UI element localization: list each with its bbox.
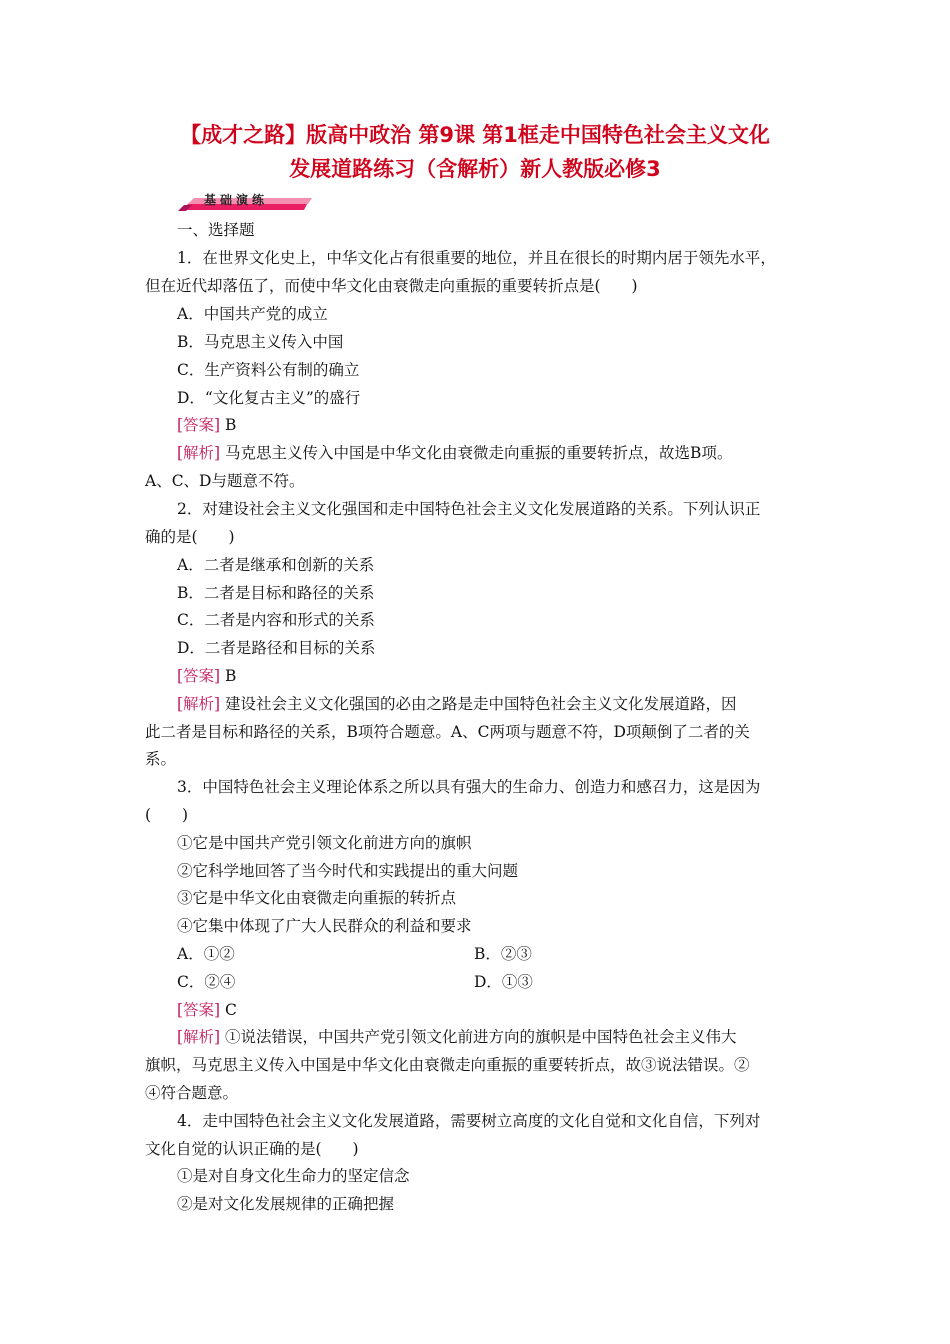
q3-analysis-line-3: ④符合题意。: [145, 1084, 239, 1102]
q3-analysis-line-2: 旗帜，马克思主义传入中国是中华文化由衰微走向重振的重要转折点，故③说法错误。②: [145, 1056, 750, 1074]
section-banner: [178, 190, 313, 212]
q1-analysis-line-1: [177, 439, 813, 467]
q2-analysis-line-2: 此二者是目标和路径的关系，B项符合题意。A、C两项与题意不符，D项颠倒了二者的关: [145, 723, 750, 741]
analysis-text: ①说法错误，中国共产党引领文化前进方向的旗帜是中国特色社会主义伟大: [225, 1028, 737, 1046]
analysis-tag: [解析]: [177, 1028, 221, 1046]
q3-stem-line-2: ( ): [145, 806, 189, 824]
analysis-tag: [解析]: [177, 695, 221, 713]
q1-answer: [177, 411, 813, 439]
q2-analysis-line-1: [177, 690, 813, 718]
q3-option-d: D．①③: [474, 973, 533, 991]
document-title-line-1: 【成才之路】版高中政治 第9课 第1框走中国特色社会主义文化: [180, 123, 770, 147]
q3-analysis-line-1: [177, 1023, 813, 1051]
answer-value: B: [225, 416, 237, 434]
q3-option-a: A．①②: [177, 945, 235, 963]
q4-statement-2: ②是对文化发展规律的正确把握: [177, 1195, 395, 1213]
q3-stem-line-1: 3．中国特色社会主义理论体系之所以具有强大的生命力、创造力和感召力，这是因为: [177, 778, 761, 796]
q3-options-row-1: [177, 940, 813, 968]
answer-value: B: [225, 667, 237, 685]
q3-answer: [177, 996, 813, 1024]
q3-options-row-2: [177, 968, 813, 996]
q2-stem-line-1: 2．对建设社会主义文化强国和走中国特色社会主义文化发展道路的关系。下列认识正: [177, 500, 761, 518]
q1-option-d: D．“文化复古主义”的盛行: [177, 389, 361, 407]
analysis-text: 建设社会主义文化强国的必由之路是走中国特色社会主义文化发展道路，因: [225, 695, 737, 713]
section-heading: 一、选择题: [177, 221, 255, 239]
q2-analysis-line-3: 系。: [145, 750, 177, 768]
q2-option-d: D．二者是路径和目标的关系: [177, 639, 376, 657]
q3-option-c: C．②④: [177, 973, 236, 991]
q2-answer: [177, 662, 813, 690]
q3-statement-2: ②它科学地回答了当今时代和实践提出的重大问题: [177, 862, 519, 880]
banner-label: 基础演练: [204, 193, 269, 207]
q1-stem-line-1: 1．在世界文化史上，中华文化占有很重要的地位，并且在很长的时期内居于领先水平，: [177, 249, 776, 267]
answer-value: C: [225, 1001, 237, 1019]
analysis-text: 马克思主义传入中国是中华文化由衰微走向重振的重要转折点，故选B项。: [225, 444, 733, 462]
q1-option-c: C．生产资料公有制的确立: [177, 361, 360, 379]
answer-tag: [答案]: [177, 416, 221, 434]
q4-stem-line-2: 文化自觉的认识正确的是( ): [145, 1140, 359, 1158]
q3-option-b: B．②③: [474, 945, 532, 963]
q3-statement-4: ④它集中体现了广大人民群众的利益和要求: [177, 917, 472, 935]
document-title-line-2: 发展道路练习（含解析）新人教版必修3: [289, 157, 661, 181]
q1-option-b: B．马克思主义传入中国: [177, 333, 344, 351]
q1-analysis-line-2: A、C、D与题意不符。: [145, 472, 305, 490]
q1-stem-line-2: 但在近代却落伍了，而使中华文化由衰微走向重振的重要转折点是( ): [145, 277, 638, 295]
q1-option-a: A．中国共产党的成立: [177, 305, 328, 323]
answer-tag: [答案]: [177, 1001, 221, 1019]
analysis-tag: [解析]: [177, 444, 221, 462]
q4-stem-line-1: 4．走中国特色社会主义文化发展道路，需要树立高度的文化自觉和文化自信，下列对: [177, 1112, 761, 1130]
q2-option-a: A．二者是继承和创新的关系: [177, 556, 375, 574]
q4-statement-1: ①是对自身文化生命力的坚定信念: [177, 1167, 410, 1185]
answer-tag: [答案]: [177, 667, 221, 685]
q3-statement-1: ①它是中国共产党引领文化前进方向的旗帜: [177, 834, 472, 852]
q2-stem-line-2: 确的是( ): [145, 528, 235, 546]
q2-option-b: B．二者是目标和路径的关系: [177, 584, 375, 602]
q3-statement-3: ③它是中华文化由衰微走向重振的转折点: [177, 889, 457, 907]
q2-option-c: C．二者是内容和形式的关系: [177, 611, 375, 629]
